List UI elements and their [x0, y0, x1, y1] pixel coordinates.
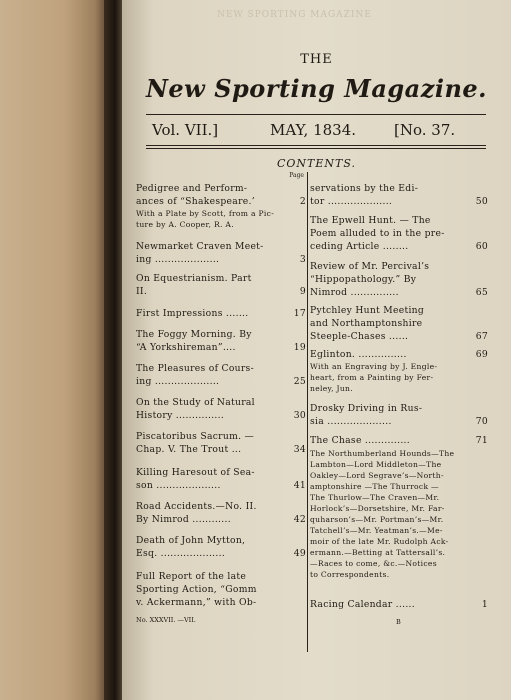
entry-title-cont: sia ....................	[310, 416, 392, 427]
entry-title-cont: Esq. ....................	[136, 548, 226, 559]
entry-page: 42	[293, 514, 306, 525]
entry-page: 30	[293, 410, 306, 421]
summary-line: ermann.—Betting at Tattersall’s.	[310, 548, 446, 557]
entry-page: 50	[475, 196, 488, 207]
entry-title: Pedigree and Perform-	[136, 183, 248, 194]
entry-page: 3	[299, 254, 306, 265]
entry-title: The Pleasures of Cours-	[136, 363, 254, 374]
volume: Vol. VII.]	[152, 121, 219, 139]
summary-line: Lambton—Lord Middleton—The	[310, 460, 442, 469]
summary-line: Tatchell’s—Mr. Yeatman’s.—Me-	[310, 526, 443, 535]
entry-title-cont: Nimrod ...............	[310, 287, 399, 298]
entry-title-cont: ing ....................	[136, 376, 220, 387]
entry-page: 25	[293, 376, 306, 387]
entry-page: 2	[299, 196, 306, 207]
entry-note: With an Engraving by J. Engle-	[310, 362, 438, 371]
entry-title: Review of Mr. Percival’s	[310, 261, 430, 272]
entry-page: 17	[293, 308, 306, 319]
entry-title-cont: ances of “Shakespeare.’	[136, 196, 255, 207]
entry-title-cont: ing ....................	[136, 254, 220, 265]
entry-title-cont: “A Yorkshireman”....	[136, 342, 236, 353]
contents-entry	[310, 402, 488, 428]
entry-note-cont: neley, Jun.	[310, 384, 353, 393]
entry-title-cont: and Northamptonshire	[310, 318, 423, 329]
contents-entry	[310, 182, 488, 208]
entry-title: Pytchley Hunt Meeting	[310, 305, 425, 316]
contents-entry	[136, 534, 306, 560]
bleed-through-text: NEW SPORTING MAGAZINE	[217, 10, 372, 20]
contents-entry	[136, 570, 306, 609]
summary-line: amptonshire —The Thurrock —	[310, 482, 439, 491]
signature-letter: B	[396, 618, 401, 626]
entry-title: On the Study of Natural	[136, 397, 255, 408]
contents-entry	[136, 182, 306, 230]
entry-title: servations by the Edi-	[310, 183, 419, 194]
entry-title-row	[310, 348, 488, 361]
contents-page	[122, 0, 511, 700]
entry-page: 71	[475, 435, 488, 446]
rule-bottom-2	[146, 148, 486, 149]
summary-line: moir of the late Mr. Rudolph Ack-	[310, 537, 449, 546]
entry-title: The Foggy Morning. By	[136, 329, 252, 340]
entry-title-cont: v. Ackermann,” with Ob-	[136, 597, 257, 608]
entry-title: The Chase ..............	[310, 435, 410, 446]
entry-page: 34	[293, 444, 306, 455]
entry-title: Racing Calendar ......	[310, 599, 416, 610]
entry-title: On Equestrianism. Part	[136, 273, 252, 284]
contents-entry	[136, 430, 306, 456]
entry-page: 9	[299, 286, 306, 297]
issue-number: [No. 37.	[394, 121, 456, 139]
entry-page: 69	[475, 349, 488, 360]
entry-title: Newmarket Craven Meet-	[136, 241, 264, 252]
entry-title: Road Accidents.—No. II.	[136, 501, 257, 512]
contents-entry	[310, 434, 488, 447]
summary-line: Horlock’s—Dorsetshire, Mr. Far-	[310, 504, 445, 513]
entry-title-cont: son ....................	[136, 480, 221, 491]
summary-line: quharson’s—Mr. Portman’s—Mr.	[310, 515, 444, 524]
summary-line: to Correspondents.	[310, 570, 390, 579]
entry-title: Drosky Driving in Rus-	[310, 403, 423, 414]
entry-title-cont: II.	[136, 286, 148, 297]
contents-entry	[136, 396, 306, 422]
entry-page: 49	[293, 548, 306, 559]
contents-entry	[136, 272, 306, 298]
entry-title: Piscatoribus Sacrum. —	[136, 431, 255, 442]
contents-entry	[136, 500, 306, 526]
entry-title-cont: Chap. V. The Trout ...	[136, 444, 242, 455]
entry-page: 60	[475, 241, 488, 252]
entry-title: The Epwell Hunt. — The	[310, 215, 431, 226]
contents-heading: CONTENTS.	[276, 157, 357, 170]
entry-title-cont: “Hippopathology.” By	[310, 274, 417, 285]
entry-page: 70	[475, 416, 488, 427]
entry-page: 65	[475, 287, 488, 298]
rule-top	[146, 114, 486, 115]
entry-page: 41	[293, 480, 306, 491]
contents-entry	[310, 214, 488, 253]
entry-page: 67	[475, 331, 488, 342]
facing-page	[0, 0, 108, 700]
contents-entry	[136, 240, 306, 266]
entry-note-cont: heart, from a Painting by Fer-	[310, 373, 434, 382]
entry-title-cont: History ...............	[136, 410, 225, 421]
entry-title: Killing Haresout of Sea-	[136, 467, 255, 478]
summary-line: Oakley—Lord Segrave’s—North-	[310, 471, 444, 480]
issue-line	[152, 121, 482, 143]
rule-bottom	[146, 145, 486, 146]
summary-line: The Thurlow—The Craven—Mr.	[310, 493, 440, 502]
entry-title-cont: Steeple-Chases ......	[310, 331, 409, 342]
page-label: Page	[289, 172, 304, 179]
contents-entry	[310, 598, 488, 611]
entry-note-cont: ture by A. Cooper, R. A.	[136, 220, 234, 229]
contents-entry	[136, 466, 306, 492]
issue-date: MAY, 1834.	[270, 121, 357, 139]
entry-title-cont: ceding Article ........	[310, 241, 409, 252]
chase-summary	[310, 448, 488, 580]
entry-title-cont: Poem alluded to in the pre-	[310, 228, 445, 239]
entry-note: With a Plate by Scott, from a Pic-	[136, 209, 275, 218]
entry-title-cont: Sporting Action, “Gomm	[136, 584, 257, 595]
contents-entry	[136, 307, 306, 320]
contents-entry	[136, 362, 306, 388]
magazine-title: New Sporting Magazine.	[145, 74, 488, 103]
contents-entry	[310, 348, 488, 394]
contents-entry	[136, 328, 306, 354]
summary-line: —Races to come, &c.—Notices	[310, 559, 437, 568]
entry-title: Death of John Mytton,	[136, 535, 246, 546]
entry-title: First Impressions .......	[136, 308, 249, 319]
masthead-article: THE	[300, 52, 333, 67]
summary-line: The Northumberland Hounds—The	[310, 449, 455, 458]
entry-title: Eglinton. ...............	[310, 349, 407, 360]
entry-page: 19	[293, 342, 306, 353]
entry-title-cont: tor ....................	[310, 196, 393, 207]
contents-entry	[310, 260, 488, 299]
entry-title-cont: By Nimrod ............	[136, 514, 231, 525]
entry-page: 1	[481, 599, 488, 610]
column-divider	[307, 172, 308, 652]
contents-entry	[310, 304, 488, 343]
signature-mark: No. XXXVII. —VII.	[136, 616, 196, 624]
entry-title: Full Report of the late	[136, 571, 247, 582]
